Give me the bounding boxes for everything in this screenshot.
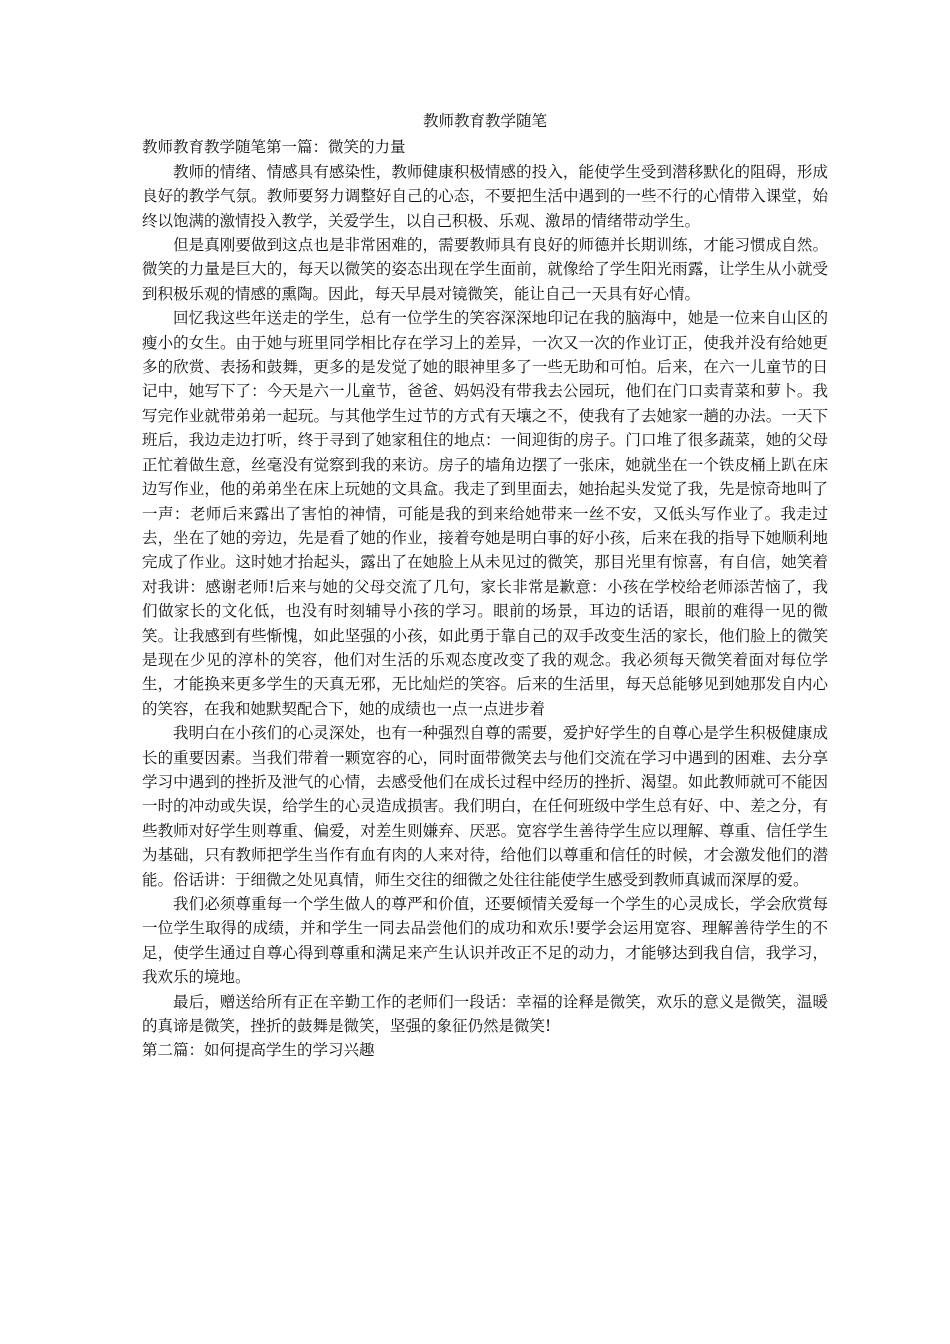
paragraph-4: 我明白在小孩们的心灵深处，也有一种强烈自尊的需要，爱护好学生的自尊心是学生积极健康成长的重要因素。当我们带着一颗宽容的心，同时面带微笑去与他们交流在学习中遇到的困难、去分享学习中遇到的挫折及泄气的心情，去感受他们在成长过程中经历的挫折、渴望。如此教师就可不能因一时的冲动或失误，给学生的心灵造成损害。我们明白，在任何班级中学生总有好、中、差之分，有些教师对好学生则尊重、偏爱，对差生则嫌弃、厌恶。宽容学生善待学生应以理解、尊重、信任学生为基础，只有教师把学生当作有血有肉的人来对待，给他们以尊重和信任的时候，才会激发他们的潜能。俗话讲：于细微之处见真情，师生交往的细微之处往往能使学生感受到教师真诚而深厚的爱。	[142, 724, 828, 889]
paragraph-3: 回忆我这些年送走的学生，总有一位学生的笑容深深地印记在我的脑海中，她是一位来自山区的瘦小的女生。由于她与班里同学相比存在学习上的差异，一次又一次的作业订正，使我并没有给她更多的欣赏、表扬和鼓舞，更多的是发觉了她的眼神里多了一些无助和可怕。后来，在六一儿童节的日记中，她写下了：今天是六一儿童节，爸爸、妈妈没有带我去公园玩，他们在门口卖青菜和萝卜。我写完作业就带弟弟一起玩。与其他学生过节的方式有天壤之不，使我有了去她家一趟的办法。一天下班后，我边走边打听，终于寻到了她家租住的地点：一间迎街的房子。门口堆了很多蔬菜，她的父母正忙着做生意，丝毫没有觉察到我的来访。房子的墙角边摆了一张床，她就坐在一个铁皮桶上趴在床边写作业，他的弟弟坐在床上玩她的文具盒。我走了到里面去，她抬起头发觉了我，先是惊奇地叫了一声：老师后来露出了害怕的神情，可能是我的到来给她带来一丝不安，又低头写作业了。我走过去，坐在了她的旁边，先是看了她的作业，接着夸她是明白事的好小孩，后来在我的指导下她顺利地完成了作业。这时她才抬起头，露出了在她脸上从未见过的微笑，那目光里有惊喜，有自信，她笑着对我讲：感谢老师!后来与她的父母交流了几句，家长非常是歉意：小孩在学校给老师添苦恼了，我们做家长的文化低，也没有时刻辅导小孩的学习。眼前的场景，耳边的话语，眼前的难得一见的微笑。让我感到有些惭愧，如此坚强的小孩，如此勇于靠自己的双手改变生活的家长，他们脸上的微笑是现在少见的淳朴的笑容，他们对生活的乐观态度改变了我的观念。我必须每天微笑着面对每位学生，才能换来更多学生的天真无邪，无比灿烂的笑容。后来的生活里，每天总能够见到她那发自内心的笑容，在我和她默契配合下，她的成绩也一点一点进步着	[142, 309, 828, 718]
section-1-heading: 教师教育教学随笔第一篇：微笑的力量	[142, 138, 406, 157]
paragraph-5: 我们必须尊重每一个学生做人的尊严和价值，还要倾情关爱每一个学生的心灵成长，学会欣赏每一位学生取得的成绩，并和学生一同去品尝他们的成功和欢乐!要学会运用宽容、理解善待学生的不足，使学生通过自尊心得到尊重和满足来产生认识并改正不足的动力，才能够达到我自信，我学习，我欢乐的境地。	[142, 895, 828, 987]
document-page	[142, 109, 828, 1063]
paragraph-1: 教师的情绪、情感具有感染性，教师健康积极情感的投入，能使学生受到潜移默化的阻碍，形成良好的教学气氛。教师要努力调整好自己的心态，不要把生活中遇到的一些不行的心情带入课堂，始终以饱满的激情投入教学，关爱学生，以自己积极、乐观、激昂的情绪带动学生。	[142, 162, 828, 230]
section-2-heading: 第二篇：如何提高学生的学习兴趣	[142, 1041, 375, 1060]
paragraph-2: 但是真刚要做到这点也是非常困难的，需要教师具有良好的师德并长期训练，才能习惯成自然。微笑的力量是巨大的，每天以微笑的姿态出现在学生面前，就像给了学生阳光雨露，让学生从小就受到积极乐观的情感的熏陶。因此，每天早晨对镜微笑，能让自己一天具有好心情。	[142, 236, 828, 303]
paragraph-6: 最后，赠送给所有正在辛勤工作的老师们一段话：幸福的诠释是微笑，欢乐的意义是微笑，温暖的真谛是微笑，挫折的鼓舞是微笑，坚强的象征仍然是微笑!	[142, 992, 828, 1036]
document-title: 教师教育教学随笔	[422, 112, 547, 130]
